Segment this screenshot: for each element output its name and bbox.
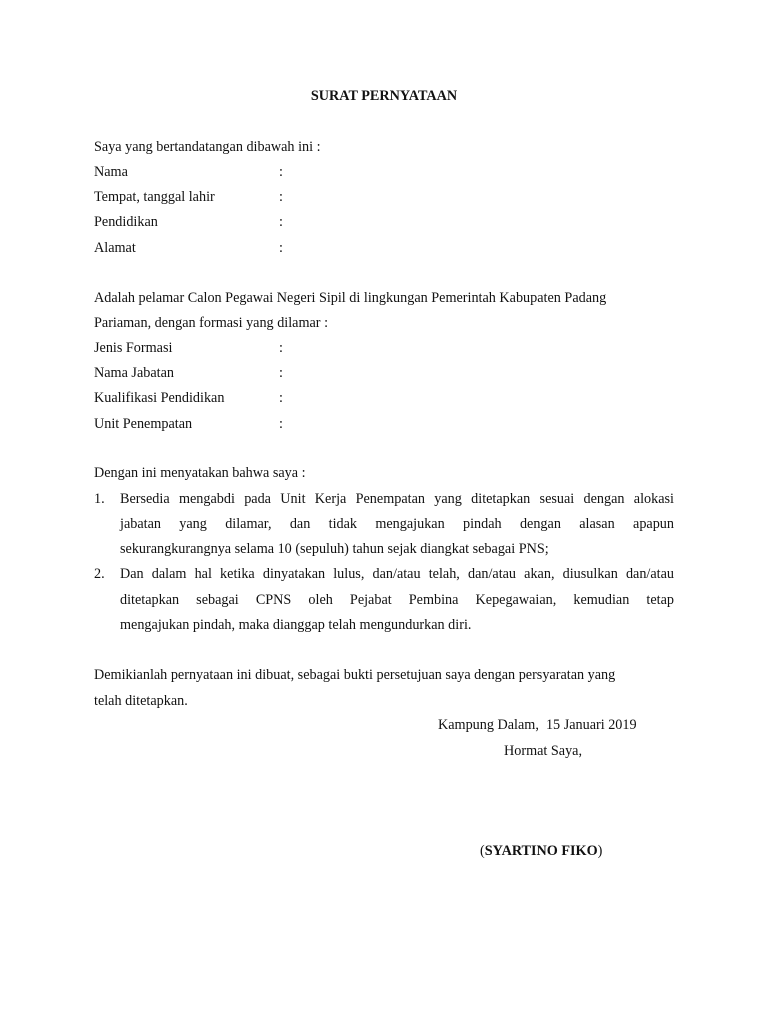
field-label-nama: Nama — [94, 164, 128, 180]
field-colon: : — [279, 340, 283, 356]
field-label-jenis-formasi: Jenis Formasi — [94, 340, 173, 356]
field-label-alamat: Alamat — [94, 240, 136, 256]
field-label-unit-penempatan: Unit Penempatan — [94, 416, 193, 432]
signature-name — [480, 844, 602, 858]
signature-paren-close: ) — [597, 843, 603, 859]
statement-number: 2. — [94, 566, 105, 582]
document-title: SURAT PERNYATAAN — [310, 88, 458, 104]
field-label-pendidikan: Pendidikan — [94, 214, 158, 230]
closing-line-1: Demikianlah pernyataan ini dibuat, sebagai bukti persetujuan saya dengan persyaratan yang — [94, 667, 616, 683]
field-label-kualifikasi-pendidikan: Kualifikasi Pendidikan — [94, 390, 225, 406]
field-label-nama-jabatan: Nama Jabatan — [94, 365, 174, 381]
field-colon: : — [279, 416, 283, 432]
applicant-line-2: Pariaman, dengan formasi yang dilamar : — [94, 315, 329, 331]
statement-1-line-2: jabatan yang dilamar, dan tidak mengajukan pindah dengan alasan apapun — [120, 516, 674, 532]
signature-name-text: SYARTINO FIKO — [484, 843, 598, 859]
field-colon: : — [279, 365, 283, 381]
statement-2-line-2: ditetapkan sebagai CPNS oleh Pejabat Pembina Kepegawaian, kemudian tetap — [120, 592, 674, 608]
statement-1-line-3: sekurangkurangnya selama 10 (sepuluh) tahun sejak diangkat sebagai PNS; — [120, 541, 549, 557]
statement-2-line-1: Dan dalam hal ketika dinyatakan lulus, dan/atau telah, dan/atau akan, diusulkan dan/atau — [120, 566, 674, 582]
closing-line-2: telah ditetapkan. — [94, 693, 188, 709]
statement-2-line-3: mengajukan pindah, maka dianggap telah mengundurkan diri. — [120, 617, 472, 633]
statement-number: 1. — [94, 491, 105, 507]
field-label-tempat-tanggal-lahir: Tempat, tanggal lahir — [94, 189, 215, 205]
regards-text: Hormat Saya, — [504, 743, 583, 759]
place-date: Kampung Dalam, 15 Januari 2019 — [438, 717, 637, 733]
field-colon: : — [279, 240, 283, 256]
field-colon: : — [279, 214, 283, 230]
intro-text: Saya yang bertandatangan dibawah ini : — [94, 139, 321, 155]
statement-1-line-1: Bersedia mengabdi pada Unit Kerja Penempatan yang ditetapkan sesuai dengan alokasi — [120, 491, 674, 507]
declaration-intro: Dengan ini menyatakan bahwa saya : — [94, 465, 306, 481]
field-colon: : — [279, 189, 283, 205]
applicant-line-1: Adalah pelamar Calon Pegawai Negeri Sipil di lingkungan Pemerintah Kabupaten Padang — [94, 290, 607, 306]
field-colon: : — [279, 390, 283, 406]
field-colon: : — [279, 164, 283, 180]
signature-paren-open: ( — [480, 843, 485, 859]
